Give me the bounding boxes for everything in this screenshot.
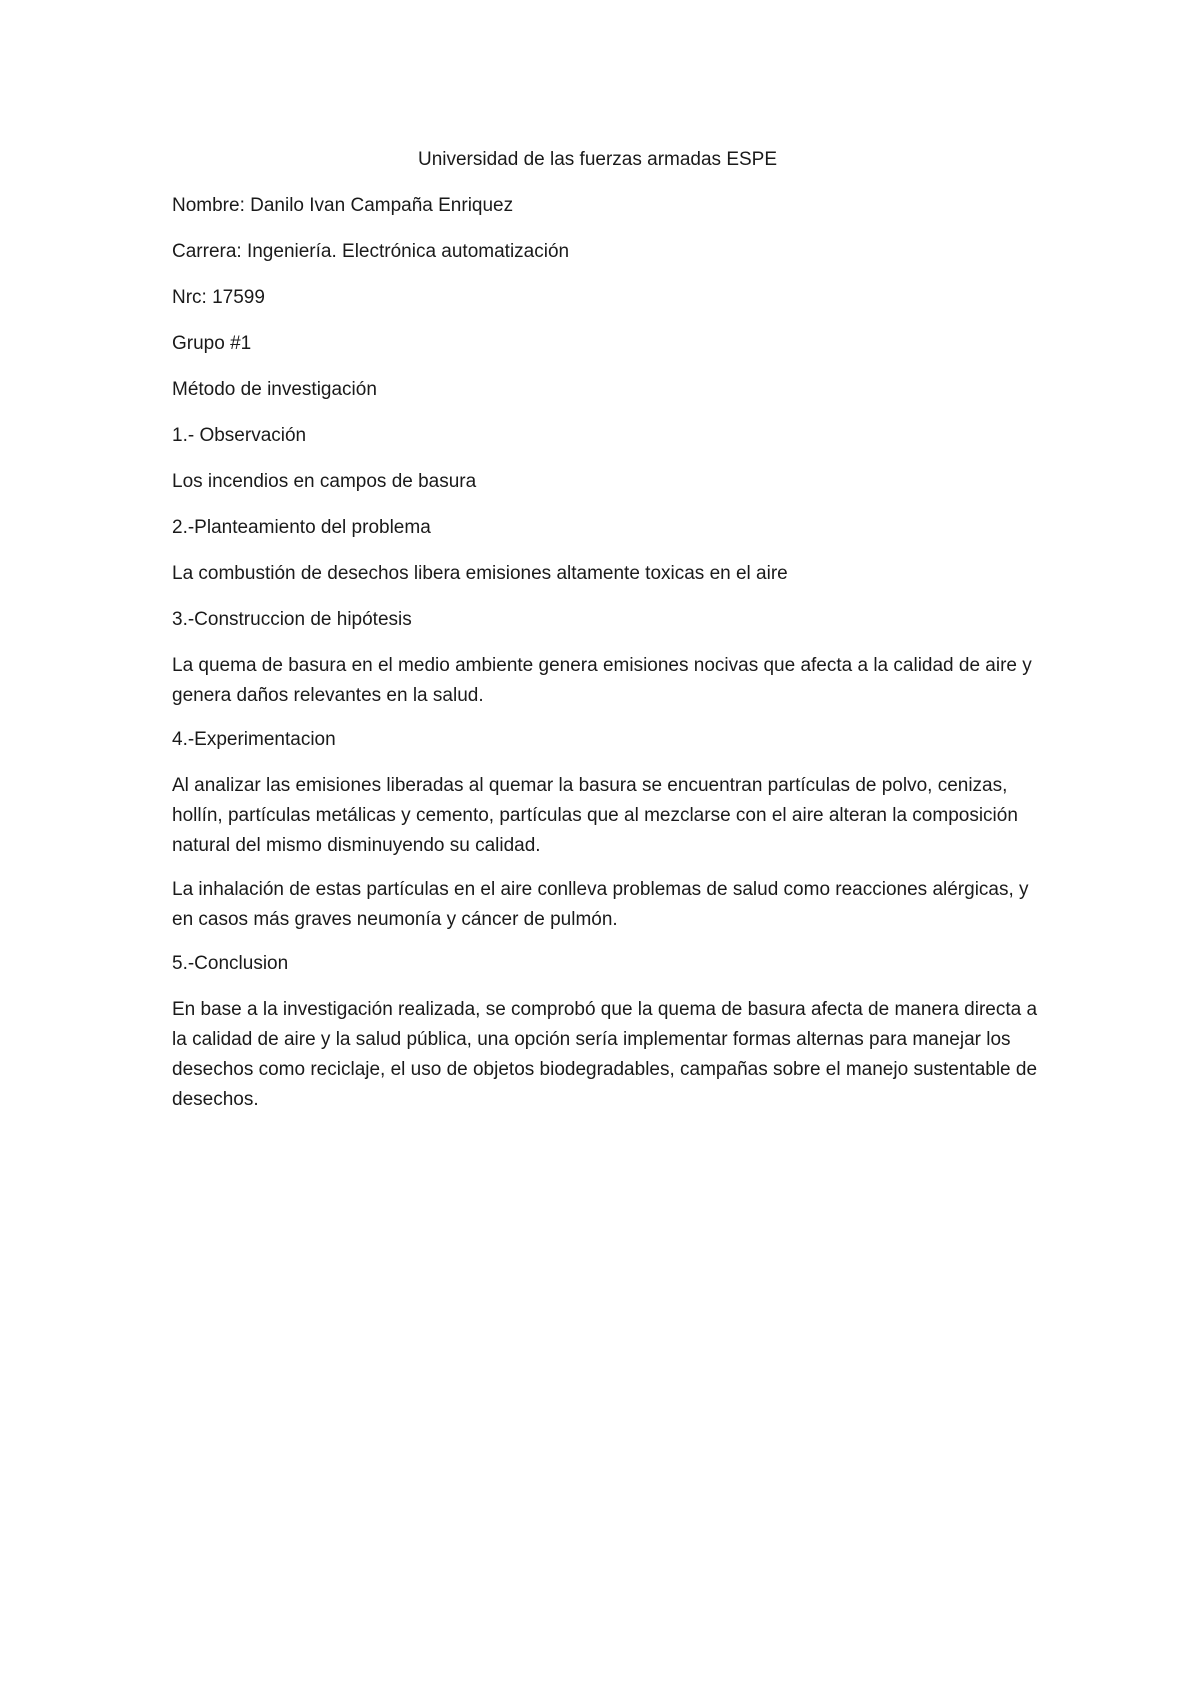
student-name: Nombre: Danilo Ivan Campaña Enriquez (172, 195, 514, 216)
section-body-experimentation-1: Al analizar las emisiones liberadas al quemar la basura se encuentran partículas de polvo, cenizas, hollín, partículas metálicas y cemento, partículas que al mezclarse con el aire alteran la composición natural del mismo disminuyendo su calidad. (172, 775, 1018, 856)
career: Carrera: Ingeniería. Electrónica automatización (172, 241, 570, 262)
section-body-conclusion: En base a la investigación realizada, se comprobó que la quema de basura afecta de manera directa a la calidad de aire y la salud pública, una opción sería implementar formas alternas para manejar los desechos como reciclaje, el uso de objetos biodegradables, campañas sobre el manejo sustentable de desechos. (172, 999, 1038, 1110)
section-heading-observation: 1.- Observación (172, 425, 307, 446)
section-heading-problem: 2.-Planteamiento del problema (172, 517, 431, 538)
section-body-hypothesis: La quema de basura en el medio ambiente genera emisiones nocivas que afecta a la calidad de aire y genera daños relevantes en la salud. (172, 655, 1032, 706)
document-title: Universidad de las fuerzas armadas ESPE (417, 149, 778, 170)
section-body-observation: Los incendios en campos de basura (172, 471, 477, 492)
nrc: Nrc: 17599 (172, 287, 265, 308)
section-body-problem: La combustión de desechos libera emisiones altamente toxicas en el aire (172, 563, 788, 584)
group: Grupo #1 (172, 333, 252, 354)
document-content (172, 145, 1042, 1129)
section-heading-conclusion: 5.-Conclusion (172, 953, 289, 974)
method-title: Método de investigación (172, 379, 377, 400)
section-heading-experimentation: 4.-Experimentacion (172, 729, 336, 750)
section-heading-hypothesis: 3.-Construccion de hipótesis (172, 609, 412, 630)
section-body-experimentation-2: La inhalación de estas partículas en el aire conlleva problemas de salud como reacciones alérgicas, y en casos más graves neumonía y cáncer de pulmón. (172, 879, 1029, 930)
